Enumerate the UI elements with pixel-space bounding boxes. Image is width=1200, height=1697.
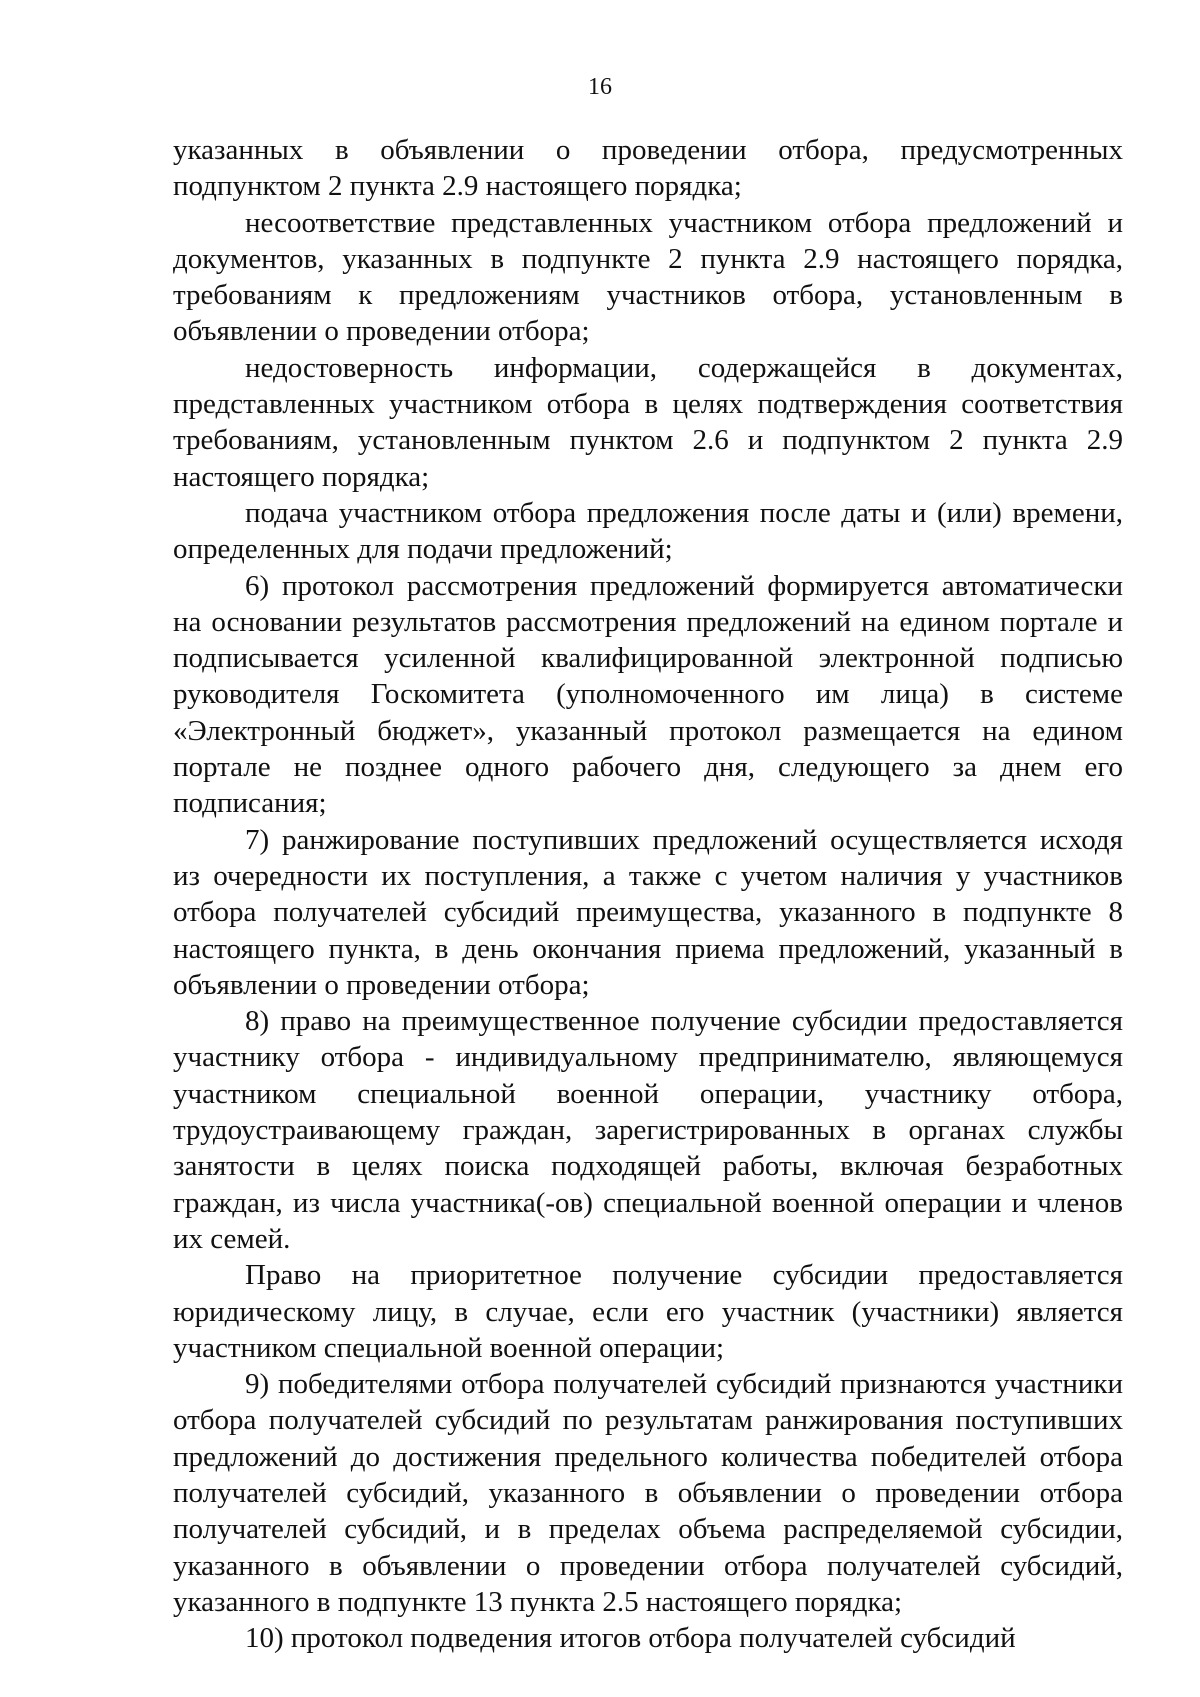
- paragraph: 10) протокол подведения итогов отбора получателей субсидий: [245, 1622, 1016, 1655]
- paragraph: 9) победителями отбора получателей субсидий признаются участники отбора получателей субсидий по результатам ранжирования поступивших предложений до достижения предельного количества победителей отбора получателей субсидий, указанного в объявлении о проведении отбора получателей субсидий, и в пределах объема распределяемой субсидии, указанного в объявлении о проведении отбора получателей субсидий, указанного в подпункте 13 пункта 2.5 настоящего порядка;: [173, 1368, 1123, 1618]
- paragraph: 8) право на преимущественное получение субсидии предоставляется участнику отбора - индивидуальному предпринимателю, являющемуся участником специальной военной операции, участнику отбора, трудоустраивающему граждан, зарегистрированных в органах службы занятости в целях поиска подходящей работы, включая безработных граждан, из числа участника(-ов) специальной военной операции и членов их семей.: [173, 1005, 1123, 1255]
- document-body: [173, 132, 1123, 1656]
- paragraph: недостоверность информации, содержащейся в документах, представленных участником отбора в целях подтверждения соответствия требованиям, установленным пунктом 2.6 и подпунктом 2 пункта 2.9 настоящего порядка;: [173, 351, 1123, 493]
- paragraph: несоответствие представленных участником отбора предложений и документов, указанных в подпункте 2 пункта 2.9 настоящего порядка, требованиям к предложениям участников отбора, установленным в объявлении о проведении отбора;: [173, 206, 1123, 348]
- paragraph: указанных в объявлении о проведении отбора, предусмотренных подпунктом 2 пункта 2.9 настоящего порядка;: [173, 134, 1123, 203]
- paragraph: 7) ранжирование поступивших предложений осуществляется исходя из очередности их поступления, а также с учетом наличия у участников отбора получателей субсидий преимущества, указанного в подпункте 8 настоящего пункта, в день окончания приема предложений, указанный в объявлении о проведении отбора;: [173, 823, 1123, 1001]
- paragraph: 6) протокол рассмотрения предложений формируется автоматически на основании результатов рассмотрения предложений на едином портале и подписывается усиленной квалифицированной электронной подписью руководителя Госкомитета (уполномоченного им лица) в системе «Электронный бюджет», указанный протокол размещается на едином портале не позднее одного рабочего дня, следующего за днем его подписания;: [173, 569, 1123, 820]
- page-number: 16: [588, 74, 612, 100]
- paragraph: Право на приоритетное получение субсидии предоставляется юридическому лицу, в случае, если его участник (участники) является участником специальной военной операции;: [173, 1259, 1123, 1364]
- paragraph: подача участником отбора предложения после даты и (или) времени, определенных для подачи предложений;: [173, 496, 1123, 566]
